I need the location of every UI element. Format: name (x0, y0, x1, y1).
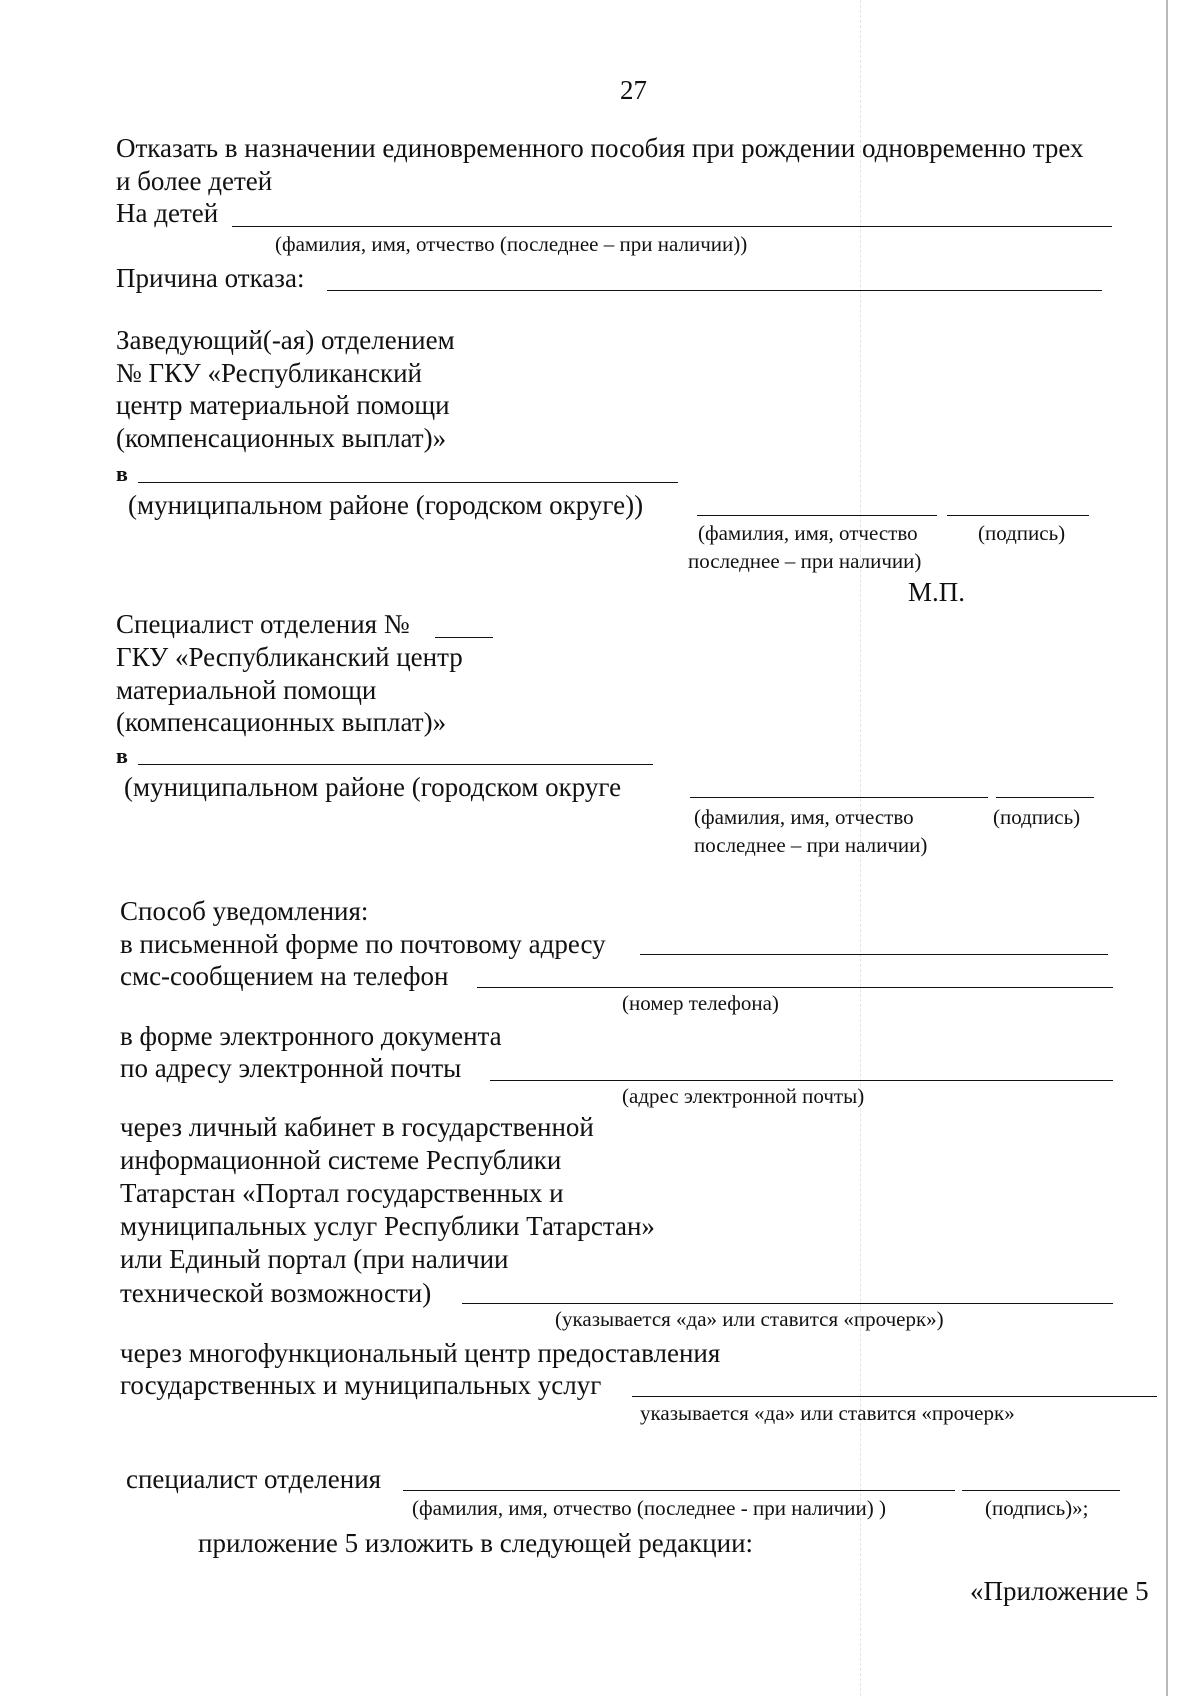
specialist-name-hint-line2: последнее – при наличии) (694, 833, 928, 857)
specialist-number-line[interactable] (435, 637, 493, 638)
portal-answer-line[interactable] (462, 1303, 1113, 1304)
portal-block (120, 1111, 655, 1276)
footer-signature-line[interactable] (962, 1490, 1120, 1491)
email-hint: (адрес электронной почты) (622, 1084, 865, 1108)
footer-name-line[interactable] (403, 1490, 955, 1491)
mfc-line1: через многофункциональный центр предоставления (120, 1338, 721, 1368)
reason-label: Причина отказа: (116, 263, 305, 293)
head-name-hint-line2: последнее – при наличии) (688, 549, 922, 573)
head-title-block (116, 324, 455, 454)
specialist-title-line: (компенсационных выплат)» (116, 707, 447, 737)
head-title-line: № ГКУ «Республиканский (116, 357, 422, 388)
mfc-answer-line[interactable] (632, 1396, 1157, 1397)
email-label-line1: в форме электронного документа (120, 1021, 502, 1051)
head-name-hint-line1: (фамилия, имя, отчество (698, 521, 918, 545)
specialist-title-line: материальной помощи (116, 674, 377, 705)
footer-name-hint: (фамилия, имя, отчество (последнее - при наличии) ) (412, 1496, 886, 1520)
head-title-line: Заведующий(-ая) отделением (116, 325, 455, 355)
head-name-line[interactable] (697, 515, 937, 516)
head-signature-hint: (подпись) (978, 521, 1066, 545)
specialist-district-hint: (муниципальном районе (городском округе (124, 772, 622, 802)
specialist-name-line[interactable] (690, 797, 988, 798)
mfc-hint: указывается «да» или ставится «прочерк» (640, 1401, 1015, 1425)
page-edge (1166, 0, 1168, 1696)
refusal-heading-line2: и более детей (116, 166, 273, 196)
specialist-title-line: ГКУ «Республиканский центр (116, 642, 463, 672)
annex-text: приложение 5 изложить в следующей редакции: (198, 1528, 754, 1558)
children-label: На детей (116, 198, 219, 228)
portal-last-line: технической возможности) (120, 1278, 432, 1308)
postal-label: в письменной форме по почтовому адресу (120, 929, 606, 959)
portal-line: через личный кабинет в государственной (120, 1112, 594, 1142)
children-field-line[interactable] (232, 226, 1112, 227)
footer-specialist-label: специалист отделения (126, 1464, 382, 1494)
page-number: 27 (620, 75, 647, 105)
email-line[interactable] (490, 1080, 1113, 1081)
phone-hint: (номер телефона) (622, 991, 779, 1015)
email-label-line2: по адресу электронной почты (120, 1053, 462, 1083)
head-title-line: (компенсационных выплат)» (116, 422, 447, 453)
portal-line: Татарстан «Портал государственных и (120, 1178, 564, 1208)
specialist-title-line1: Специалист отделения № (116, 609, 410, 639)
specialist-title-block (116, 641, 463, 739)
sms-label: смс-сообщением на телефон (120, 961, 449, 991)
phone-line[interactable] (477, 987, 1113, 988)
reason-field-line[interactable] (327, 290, 1102, 291)
notification-title: Способ уведомления: (120, 896, 369, 926)
head-v-label: в (116, 461, 128, 486)
specialist-district-line[interactable] (138, 764, 653, 765)
specialist-signature-hint: (подпись) (993, 805, 1081, 829)
head-signature-line[interactable] (947, 515, 1089, 516)
mfc-line2: государственных и муниципальных услуг (120, 1370, 602, 1400)
head-district-line[interactable] (138, 482, 678, 483)
refusal-heading-line1: Отказать в назначении единовременного пособия при рождении одновременно трех (116, 133, 1084, 163)
specialist-name-hint-line1: (фамилия, имя, отчество (694, 805, 914, 829)
portal-line: муниципальных услуг Республики Татарстан» (120, 1211, 655, 1241)
stamp-mark: М.П. (908, 577, 966, 607)
specialist-v-label: в (116, 743, 128, 768)
portal-line: или Единый портал (при наличии (120, 1244, 509, 1274)
portal-line: информационной системе Республики (120, 1145, 562, 1175)
postal-address-line[interactable] (640, 954, 1108, 955)
children-hint: (фамилия, имя, отчество (последнее – при наличии)) (275, 232, 748, 256)
annex-title: «Приложение 5 (970, 1576, 1149, 1606)
portal-hint: (указывается «да» или ставится «прочерк») (555, 1307, 944, 1331)
head-district-hint: (муниципальном районе (городском округе)) (128, 490, 644, 520)
footer-signature-hint: (подпись)»; (985, 1496, 1089, 1520)
specialist-signature-line[interactable] (996, 797, 1094, 798)
head-title-line: центр материальной помощи (116, 390, 450, 420)
